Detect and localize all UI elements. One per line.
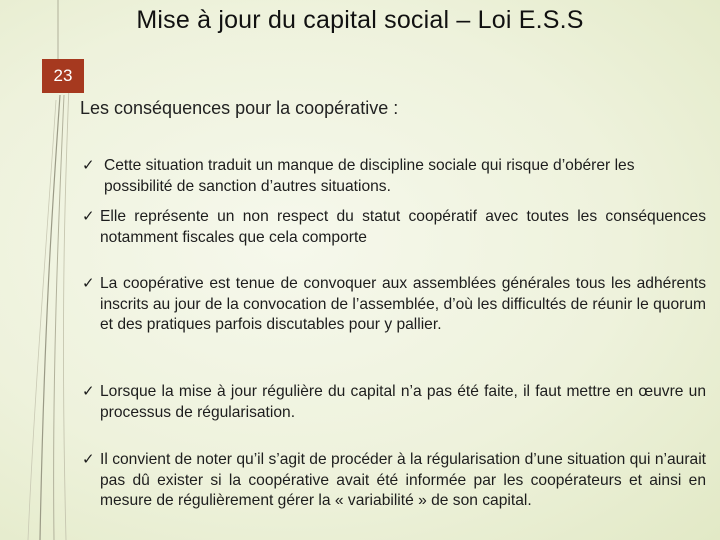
bullet-text: Il convient de noter qu’il s’agit de procéder à la régularisation d’une situation qui n’aurait pas dû exister si la coopérative avait été informée par les coopérateurs et ainsi en mesure de régulièrement gérer la « variabilité » de son capital.	[100, 451, 706, 509]
check-icon: ✓	[82, 275, 95, 292]
check-icon: ✓	[82, 157, 95, 174]
slide-title: Mise à jour du capital social – Loi E.S.S	[136, 6, 584, 34]
bullet-item	[82, 450, 706, 512]
bullet-item	[82, 382, 706, 423]
page-number: 23	[42, 59, 84, 93]
bullet-text: Elle représente un non respect du statut coopératif avec toutes les conséquences notamment fiscales que cela comporte	[100, 208, 706, 246]
bullet-item	[82, 207, 706, 248]
slide-subtitle: Les conséquences pour la coopérative :	[80, 98, 399, 118]
bullet-text: Cette situation traduit un manque de discipline sociale qui risque d’obérer les possibilité de sanction d’autres situations.	[104, 157, 635, 195]
bullet-text: Lorsque la mise à jour régulière du capital n’a pas été faite, il faut mettre en œuvre un processus de régularisation.	[100, 383, 706, 421]
check-icon: ✓	[82, 451, 95, 468]
bullet-text: La coopérative est tenue de convoquer aux assemblées générales tous les adhérents inscrits au jour de la convocation de l’assemblée, d’où les difficultés de réunir le quorum et des pratiques parfois discutables pour y pallier.	[100, 275, 706, 333]
bullet-item	[82, 156, 706, 197]
check-icon: ✓	[82, 208, 95, 225]
check-icon: ✓	[82, 383, 95, 400]
bullet-item	[82, 274, 706, 336]
